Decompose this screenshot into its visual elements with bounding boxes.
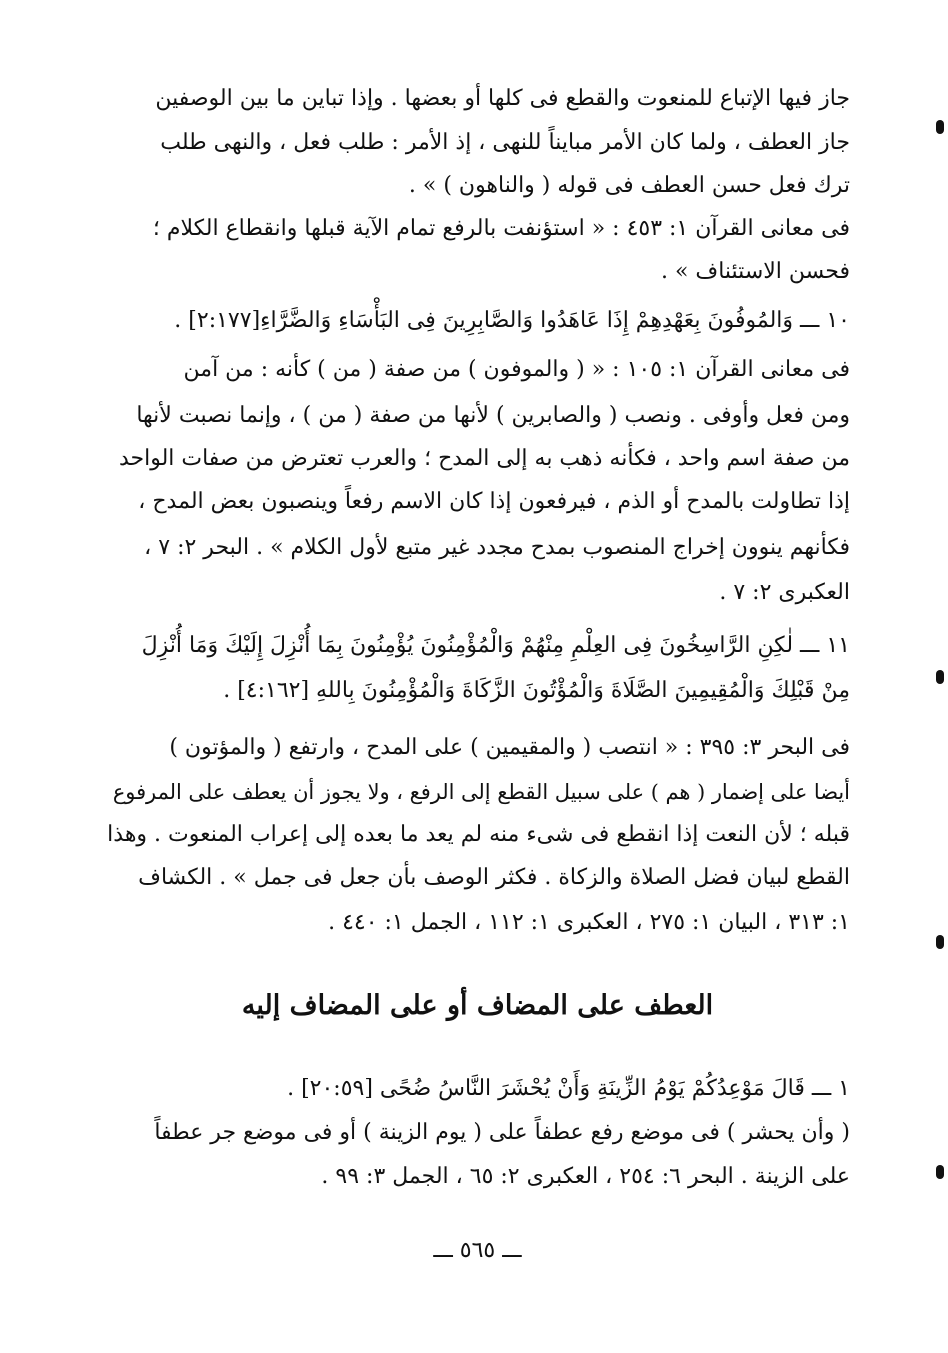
text-line: جاز العطف ، ولما كان الأمر مبايناً للنهى ، إذ الأمر : طلب فعل ، والنهى طلب — [160, 130, 850, 155]
text-line: قبله ؛ لأن النعت إذا انقطع فى شىء منه لم يعد ما بعده إلى إعراب المنعوت . وهذا — [107, 822, 850, 847]
verse-line: ١ ـــ قَالَ مَوْعِدُكُمْ يَوْمُ الزِّينَةِ وَأَنْ يُحْشَرَ النَّاسُ ضُحًى [٢٠:٥٩] . — [287, 1076, 850, 1101]
text-line: من صفة اسم واحد ، فكأنه ذهب به إلى المدح ؛ والعرب تعترض من صفات الواحد — [118, 446, 850, 471]
text-line: القطع لبيان فضل الصلاة والزكاة . فكثر الوصف بأن جعل فى جمل » . الكشاف — [138, 865, 850, 890]
text-line: فحسن الاستئناف » . — [660, 259, 850, 284]
verse-line: ١٠ ـــ وَالمُوفُونَ بِعَهْدِهِمْ إِذَا عَاهَدُوا وَالصَّابِرِينَ فِى البَأْسَاءِ وَالضَّرَّاءِ[٢:١٧٧] . — [174, 308, 850, 333]
text-line: أيضا على إضمار ( هم ) على سبيل القطع إلى الرفع ، ولا يجوز أن يعطف على المرفوع — [112, 780, 850, 804]
text-line: فى معانى القرآن ١: ٤٥٣ : « استؤنفت بالرفع تمام الآية قبلها وانقطاع الكلام ؛ — [152, 216, 850, 241]
margin-mark — [936, 935, 944, 949]
page-number: ـــ ٥٦٥ ـــ — [433, 1238, 522, 1263]
text-line: ومن فعل وأوفى . ونصب ( والصابرين ) لأنها من صفة ( من ) ، وإنما نصبت لأنها — [136, 403, 850, 428]
text-line: ( وأن يحشر ) فى موضع رفع عطفاً على ( يوم الزينة ) أو فى موضع جر عطفاً — [154, 1120, 850, 1145]
text-line: فى البحر ٣: ٣٩٥ : « انتصب ( والمقيمين ) على المدح ، وارتفع ( والمؤتون ) — [169, 735, 850, 760]
verse-line: مِنْ قَبْلِكَ وَالْمُقِيمِينَ الصَّلَاةَ وَالْمُؤْتُونَ الزَّكَاةَ وَالْمُؤْمِنُونَ بِاللهِ [٤:١٦٢] . — [223, 678, 850, 703]
text-line: جاز فيها الإتباع للمنعوت والقطع فى كلها أو بعضها . وإذا تباين ما بين الوصفين — [155, 86, 850, 111]
text-line: ترك فعل حسن العطف فى قوله ( والناهون ) » . — [408, 173, 850, 198]
text-line: إذا تطاولت بالمدح أو الذم ، فيرفعون إذا كان الاسم رفعاً وينصبون بعض المدح ، — [138, 489, 850, 514]
text-line: العكبرى ٢: ٧ . — [719, 580, 850, 605]
margin-mark — [936, 1165, 944, 1179]
text-line: فكأنهم ينوون إخراج المنصوب بمدح مجدد غير متبع لأول الكلام » . البحر ٢: ٧ ، — [144, 535, 850, 560]
verse-line: ١١ ـــ لٰكِنِ الرَّاسِخُونَ فِى العِلْمِ مِنْهُمْ وَالْمُؤْمِنُونَ يُؤْمِنُونَ بِمَا أُنْزِلَ إِلَيْكَ وَمَا أُنْزِلَ — [141, 633, 850, 658]
margin-mark — [936, 670, 944, 684]
text-line: على الزينة . البحر ٦: ٢٥٤ ، العكبرى ٢: ٦٥ ، الجمل ٣: ٩٩ . — [321, 1164, 850, 1189]
text-line: ١: ٣١٣ ، البيان ١: ٢٧٥ ، العكبرى ١: ١١٢ ، الجمل ١: ٤٤٠ . — [328, 910, 850, 935]
text-line: فى معانى القرآن ١: ١٠٥ : « ( والموفون ) من صفة ( من ) كأنه : من آمن — [183, 357, 850, 382]
margin-mark — [936, 120, 944, 134]
section-heading: العطف على المضاف أو على المضاف إليه — [241, 990, 714, 1021]
